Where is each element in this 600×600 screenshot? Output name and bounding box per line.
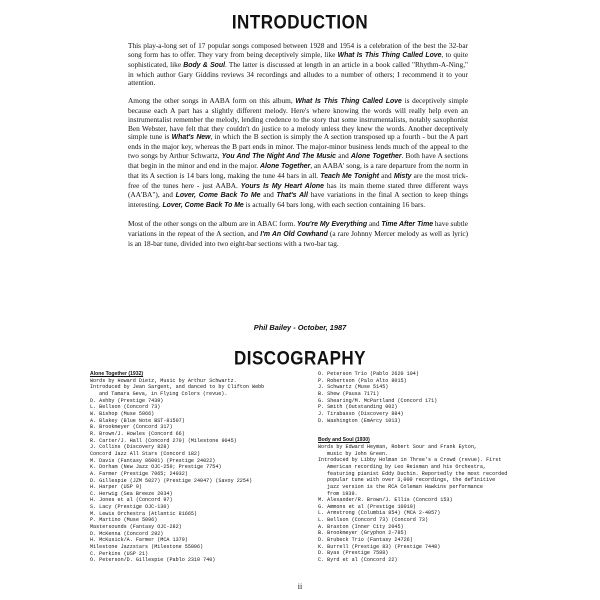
discography-entry: B. Brookmeyer (Gryphon 2-785) xyxy=(318,530,407,537)
discography-entry: A. Blakey (Blue Note BST-81507) xyxy=(90,417,185,424)
song-title: What Is This Thing Called Love xyxy=(295,98,402,106)
discography-entry: jazz version is the RCA Coleman Hawkins performance xyxy=(327,483,483,490)
intro-paragraph xyxy=(128,220,468,249)
intro-text: Most of the other songs on the album are in ABAC form. xyxy=(128,218,298,228)
discography-entry: C. Herwig (Sea Breeze 2034) xyxy=(90,490,173,497)
discography-entry: A. Braxton (Inner City 2045) xyxy=(318,523,404,530)
intro-text: . Both have A sections that begin in the minor and end in the major. xyxy=(128,151,469,170)
discography-entry: L. Bellson (Concord 73) xyxy=(90,404,161,411)
discography-entry: popular tune with over 3,000 recordings, the definitive xyxy=(327,477,496,484)
discography-entry: Words by Howard Dietz, Music by Arthur Schwartz. xyxy=(90,377,237,384)
discography-entry: C. Perkins (USP 21) xyxy=(90,550,149,557)
discography-entry: D. Ashby (Prestige 7439) xyxy=(90,397,164,404)
song-title: You're My Everything xyxy=(297,220,368,228)
discography-entry: J. Schwartz (Muse 5145) xyxy=(318,384,389,391)
discography-entry: D. McKenna (Concord 292) xyxy=(90,530,164,537)
discography-entry: G. Ammons et al (Prestige 10019) xyxy=(318,503,416,510)
intro-text: and xyxy=(367,218,382,228)
song-title: Lover, Come Back To Me xyxy=(175,192,261,200)
discography-entry: H. Jones et al (Concord 97) xyxy=(90,497,173,504)
discography-entry: S. Lacy (Prestige OJC-130) xyxy=(90,504,170,511)
discography-entry: G. Shearing/M. McPartland (Concord 171) xyxy=(318,397,438,404)
intro-text: have variations in the final A section to keep things interesting. xyxy=(128,190,468,210)
intro-paragraph xyxy=(128,97,468,211)
discography-entry: B. Shew (Pausa 7171) xyxy=(318,390,380,397)
discography-entry: P. Martino (Muse 5096) xyxy=(90,517,158,524)
intro-text: , in which the B section is simply the A section transposed up a fourth - but the A part ends in the major key, whereas the B part ends in minor. The major-minor business lends much of the appeal to the two songs by Arthur Schwartz, xyxy=(128,132,468,161)
discography-entry: D. Brubeck Trio (Fantasy 24726) xyxy=(318,537,413,544)
song-title: Time After Time xyxy=(381,220,434,228)
discography-entry: featuring pianist Eddy Duchin. Reportedly the most recorded xyxy=(327,470,508,477)
discography-entry: Introduced by Libby Holman in Three's a Crowd (revue). First xyxy=(318,457,502,464)
intro-text: are the most trick-free of the tunes here - just AABA. xyxy=(128,170,468,190)
discography-entry: R. Brown/J. Howles (Concord 66) xyxy=(90,430,185,437)
song-title: Alone Together xyxy=(350,153,402,161)
intro-text: and xyxy=(379,170,394,180)
discography-entry: D. Byas (Prestige 7598) xyxy=(318,550,389,557)
intro-text: is deceptively simple because each A part has a slightly different melody. Here's where knowing the words will really help even an instrumentalist remember the melody, lending credence to the story that some instrumentalists, notably saxophonist Ben Webster, have felt that they couldn't do justice to a melody unless they knew the words. Another deceptively simple tune is xyxy=(128,96,468,142)
intro-text: . The latter is discussed at length in an article in a book called "Rhythm-A-Ning," in which author Gary Giddins reviews 34 recordings and alludes to a number of others; I recommend it to your attention. xyxy=(128,59,468,88)
discography-entry: O. Peterson/D. Gillespie (Pablo 2310 740) xyxy=(90,557,216,564)
song-title: You And The Night And The Music xyxy=(221,153,337,161)
intro-text: Among the other songs in AABA form on this album, xyxy=(128,96,296,106)
discography-entry: Introduced by Jean Sargent, and danced to by Clifton Webb xyxy=(90,384,265,391)
discography-entry: W. Bishop (Muse 5066) xyxy=(90,410,155,417)
discography-heading: DISCOGRAPHY xyxy=(233,347,367,370)
intro-text: and xyxy=(336,151,351,161)
song-title: Yours Is My Heart Alone xyxy=(240,182,324,190)
discography-entry: M. Davis (Fantasy 86001) (Prestige 24022) xyxy=(90,457,216,464)
discography-entry: L. Bellson (Concord 73) (Concord 73) xyxy=(318,517,429,524)
discography-entry: from 1939. xyxy=(327,490,358,497)
discography-entry: K. Dorham (New Jazz OJC-259; Prestige 7754) xyxy=(90,464,222,471)
discography-entry: and Tamara Geva, in Flying Colors (revue). xyxy=(99,390,228,397)
discography-entry: H. McKusick/A. Farmer (MCA 1379) xyxy=(90,537,188,544)
discography-column-left xyxy=(90,371,268,564)
discography-entry: M. Lewis Orchestra (Atlantic 81665) xyxy=(90,510,197,517)
discography-entry: O. Peterson Trio (Pablo 2620 104) xyxy=(318,371,419,377)
discography-entry: P. Robertson (Palo Alto 8015) xyxy=(318,377,407,384)
discography-entry: Mastersounds (Fantasy OJC-282) xyxy=(90,524,182,531)
song-title: Body & Soul xyxy=(183,61,226,69)
discography-entry: P. Smith (Outstanding 002) xyxy=(318,404,398,411)
intro-text: has its main theme stated three different ways (AA'BA"), and xyxy=(128,180,468,200)
intro-text: , an AABA' song, is a rare departure from the norm in that its A section is 14 bars long, making the tune 44 bars in all. xyxy=(128,160,468,180)
discography-entry: J. Collins (Discovery 828) xyxy=(90,444,170,451)
song-title: Misty xyxy=(393,172,412,180)
discography-entry: C. Byrd et al (Concord 22) xyxy=(318,557,398,564)
song-title: Teach Me Tonight xyxy=(320,172,379,180)
discography-entry: Concord Jazz All Stars (Concord 182) xyxy=(90,450,201,457)
intro-text: and xyxy=(260,190,277,200)
song-title: Alone Together xyxy=(260,162,311,170)
song-title: What's New xyxy=(171,134,211,142)
intro-paragraph xyxy=(128,42,468,88)
song-title: I'm An Old Cowhand xyxy=(260,230,328,238)
intro-text: This play-a-long set of 17 popular songs composed between 1928 and 1954 is a celebration of the best the 32-bar song form has to offer. They vary from being deceptively simple, like xyxy=(128,41,468,59)
page-number: ii xyxy=(297,582,303,591)
discography-column-right xyxy=(318,371,518,564)
discography-entry: K. Burrell (Prestige 83) (Prestige 7448) xyxy=(318,543,441,550)
discography-entry: D. Washington (EmArcy 1013) xyxy=(318,417,401,424)
song-heading: Body and Soul (1930) xyxy=(318,437,370,444)
discography-entry: M. Alexander/R. Brown/J. Ellis (Concord 153) xyxy=(318,497,453,504)
song-title: Lover, Come Back To Me xyxy=(162,202,244,210)
introduction-body xyxy=(128,42,468,248)
discography-entry: D. Gillespie (JZM 5027) (Prestige 24047) (Savoy 2254) xyxy=(90,477,253,484)
discography-entry: R. Carter/J. Hall (Concord 270) (Milestone 9045) xyxy=(90,437,237,444)
discography-entry: L. Armstrong (Columbia 854) (MCA 2-4057) xyxy=(318,510,441,517)
discography-entry: B. Brookmeyer (Concord 317) xyxy=(90,424,173,431)
discography-entry: American recording by Leo Reisman and his Orchestra, xyxy=(327,463,486,470)
introduction-heading: INTRODUCTION xyxy=(231,11,369,34)
discography-entry: A. Farmer (Prestige 7065; 24032) xyxy=(90,470,188,477)
intro-text: (a rare Johnny Mercer melody as well as lyric) is an 18-bar tune, divided into two eight-bar sections with a two-bar tag. xyxy=(128,228,469,248)
intro-text: , to quite sophisticated, like xyxy=(128,49,468,69)
discography-entry: Milestone Jazzstars (Milestone 55006) xyxy=(90,544,204,551)
song-title: What Is This Thing Called Love xyxy=(337,51,442,59)
author-signature: Phil Bailey - October, 1987 xyxy=(253,323,347,332)
discography-entry: Words by Edward Heyman, Robert Sour and Frank Eyton, xyxy=(318,443,477,450)
intro-text: is actually 64 bars long, with each section containing 16 bars. xyxy=(243,200,426,210)
song-heading: Alone Together (1932) xyxy=(90,371,144,377)
discography-entry: H. Harper (USP 9) xyxy=(90,484,142,491)
discography-entry: J. Tirabasso (Discovery 884) xyxy=(318,410,404,417)
section-gap xyxy=(318,424,518,437)
song-title: That's All xyxy=(276,192,308,200)
discography-entry: music by John Green. xyxy=(327,450,389,457)
intro-text: have subtle variations in the repeat of the A section, and xyxy=(128,218,468,238)
